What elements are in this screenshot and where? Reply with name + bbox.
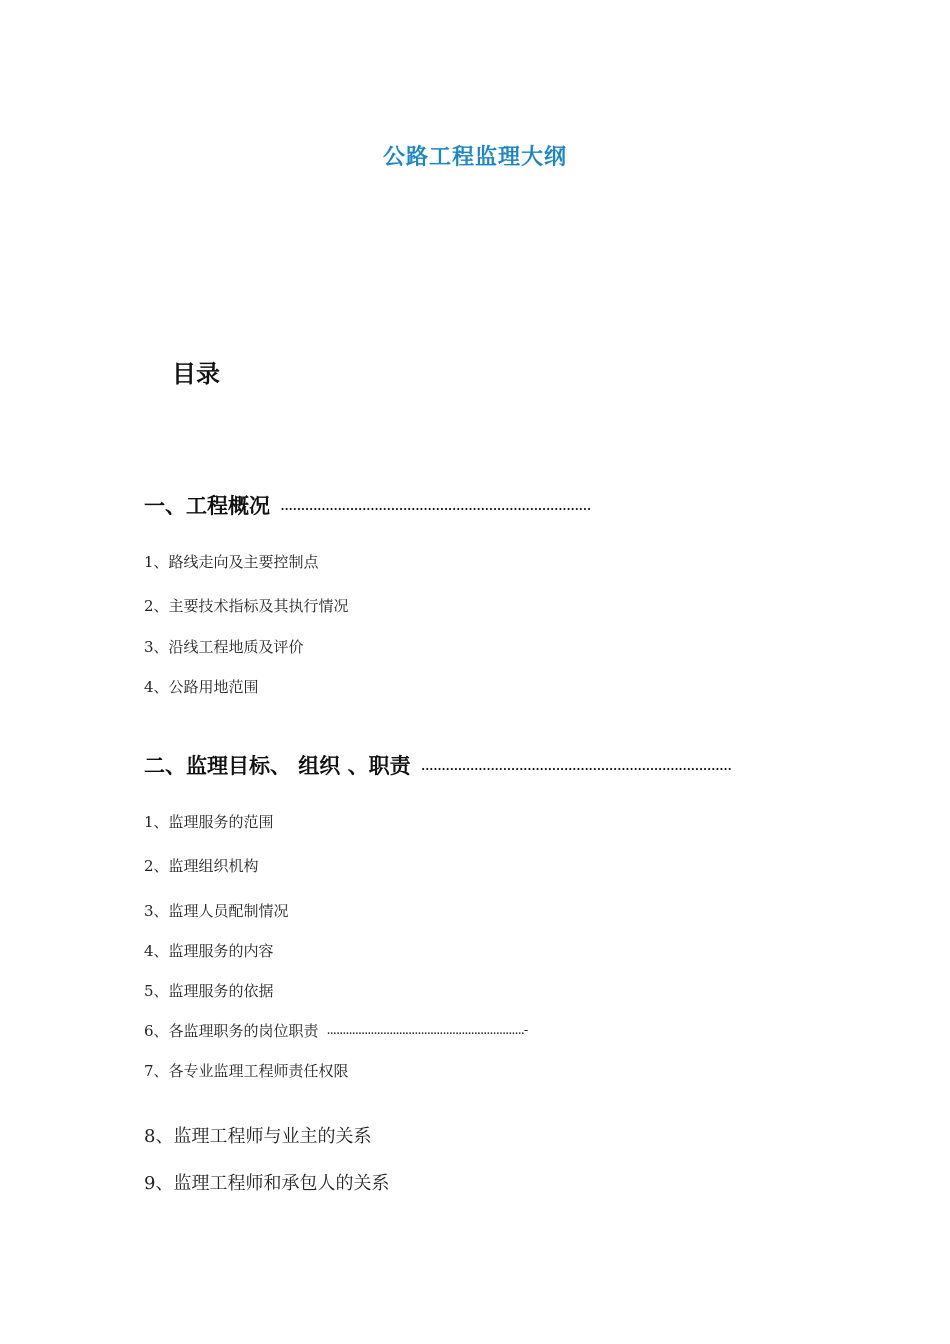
toc-item: 5、监理服务的依据 <box>144 982 274 1000</box>
toc-item: 3、沿线工程地质及评价 <box>144 638 304 656</box>
toc-section-title <box>144 490 591 520</box>
toc-item: 1、路线走向及主要控制点 <box>144 553 319 571</box>
toc-item: 2、监理组织机构 <box>144 857 259 875</box>
toc-item: 8、监理工程师与业主的关系 <box>144 1126 372 1147</box>
toc-section-title <box>144 750 731 780</box>
toc-heading: 目录 <box>172 360 220 388</box>
toc-item: 4、监理服务的内容 <box>144 942 274 960</box>
toc-item: 1、监理服务的范围 <box>144 813 274 831</box>
toc-item: 2、主要技术指标及其执行情况 <box>144 597 349 615</box>
dot-leader: ...............................................................- <box>326 1023 528 1038</box>
document-title: 公路工程监理大纲 <box>382 145 567 170</box>
toc-item-text: 6、各监理职务的岗位职责 <box>144 1022 319 1040</box>
toc-item: 3、监理人员配制情况 <box>144 902 289 920</box>
toc-item: 9、监理工程师和承包人的关系 <box>144 1173 390 1194</box>
dot-leader: ............................................................................ <box>420 755 732 774</box>
toc-item: 7、各专业监理工程师责任权限 <box>144 1062 349 1080</box>
section-title-text: 一、工程概况 <box>144 494 270 518</box>
toc-item <box>144 1020 527 1041</box>
toc-item: 4、公路用地范围 <box>144 678 259 696</box>
dot-leader: ............................................................................ <box>280 495 591 514</box>
section-title-text: 二、监理目标、 组织 、职责 <box>144 754 411 778</box>
